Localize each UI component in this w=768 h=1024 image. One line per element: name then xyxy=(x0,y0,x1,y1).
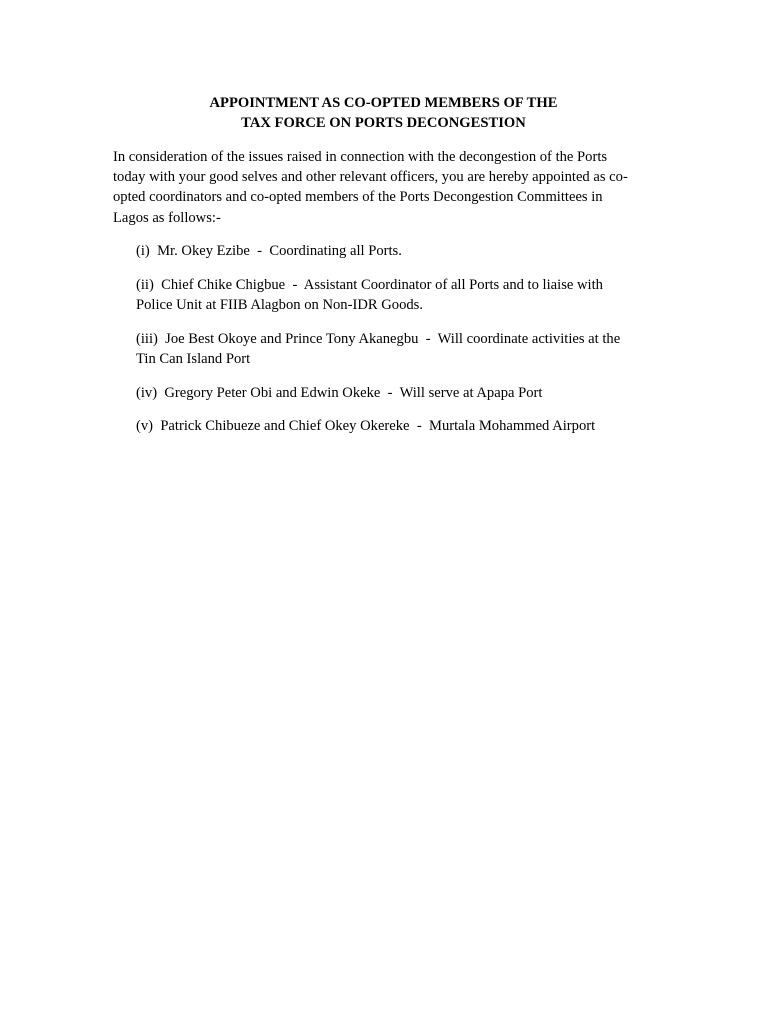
intro-line-3: opted coordinators and co-opted members of the Ports Decongestion Committees in xyxy=(113,189,603,206)
intro-line-2: today with your good selves and other relevant officers, you are hereby appointed as co- xyxy=(113,169,628,186)
appointment-item-ii xyxy=(136,275,656,315)
title-line-2: TAX FORCE ON PORTS DECONGESTION xyxy=(241,114,526,131)
appointment-item-iii xyxy=(136,329,656,369)
item-line: (i) Mr. Okey Ezibe - Coordinating all Ports. xyxy=(136,243,402,259)
document-title xyxy=(113,94,654,133)
intro-line-1: In consideration of the issues raised in connection with the decongestion of the Ports xyxy=(113,149,608,165)
item-line: (iii) Joe Best Okoye and Prince Tony Akanegbu - Will coordinate activities at the xyxy=(136,331,621,347)
intro-line-4: Lagos as follows:- xyxy=(113,209,221,226)
item-line: (iv) Gregory Peter Obi and Edwin Okeke - Will serve at Apapa Port xyxy=(136,385,543,401)
item-line: (v) Patrick Chibueze and Chief Okey Okereke - Murtala Mohammed Airport xyxy=(136,418,596,434)
appointment-item-iv xyxy=(136,383,656,403)
appointment-item-i xyxy=(136,241,656,261)
item-line: (ii) Chief Chike Chigbue - Assistant Coordinator of all Ports and to liaise with xyxy=(136,277,603,293)
appointment-item-v xyxy=(136,416,656,436)
item-line: Tin Can Island Port xyxy=(136,351,251,368)
title-line-1: APPOINTMENT AS CO-OPTED MEMBERS OF THE xyxy=(209,95,558,111)
item-line: Police Unit at FIIB Alagbon on Non-IDR Goods. xyxy=(136,297,423,314)
intro-paragraph xyxy=(113,147,658,228)
